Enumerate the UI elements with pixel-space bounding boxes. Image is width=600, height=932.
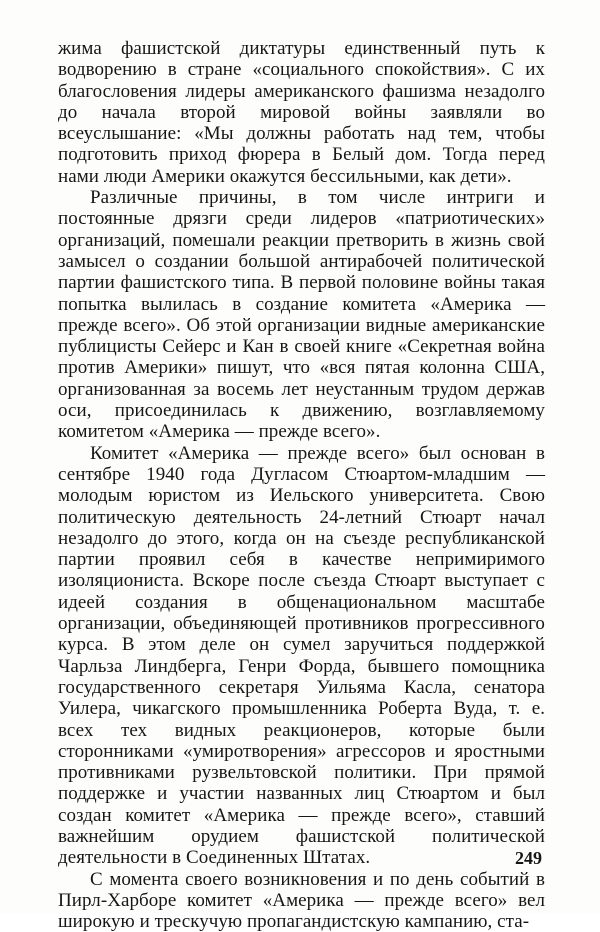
page-number: 249	[515, 848, 542, 868]
body-text	[58, 38, 545, 932]
paragraph-4: С момента своего возникновения и по день событий в Пирл-Харборе комитет «Америка — прежде всего» вел широкую и трескучую пропагандистскую кампанию, ста-	[58, 868, 545, 932]
paragraph-3: Комитет «Америка — прежде всего» был основан в сентябре 1940 года Дугласом Стюартом-младшим — молодым юристом из Иельского университета. Свою политическую деятельность 24-летний Стюарт начал незадолго до этого, когда он на съезде республиканской партии проявил себя в качестве непримиримого изоляциониста. Вскоре после съезда Стюарт выступает с идеей создания в общенациональном масштабе организации, объединяющей противников прогрессивного курса. В этом деле он сумел заручиться поддержкой Чарльза Линдберга, Генри Форда, бывшего помощника государственного секретаря Уильяма Касла, сенатора Уилера, чикагского промышленника Роберта Вуда, т. е. всех тех видных реакционеров, которые были сторонниками «умиротворения» агрессоров и яростными противниками рузвельтовской политики. При прямой поддержке и участии названных лиц Стюартом и был создан комитет «Америка — прежде всего», ставший важнейшим орудием фашистской политической деятельности в Соединенных Штатах.	[58, 442, 545, 869]
paragraph-2: Различные причины, в том числе интриги и постоянные дрязги среди лидеров «патриотических» организаций, помешали реакции претворить в жизнь свой замысел о создании большой антирабочей политической партии фашистского типа. В первой половине войны такая попытка вылилась в создание комитета «Америка — прежде всего». Об этой организации видные американские публицисты Сейерс и Кан в своей книге «Секретная война против Америки» пишут, что «вся пятая колонна США, организованная за восемь лет неустанным трудом держав оси, присоединилась к движению, возглавляемому комитетом «Америка — прежде всего».	[58, 187, 545, 443]
paragraph-1: жима фашистской диктатуры единственный путь к водворению в стране «социального спокойствия». С их благословения лидеры американского фашизма незадолго до начала второй мировой войны заявляли во всеуслышание: «Мы должны работать над тем, чтобы подготовить приход фюрера в Белый дом. Тогда перед нами люди Америки окажутся бессильными, как дети».	[58, 38, 545, 187]
